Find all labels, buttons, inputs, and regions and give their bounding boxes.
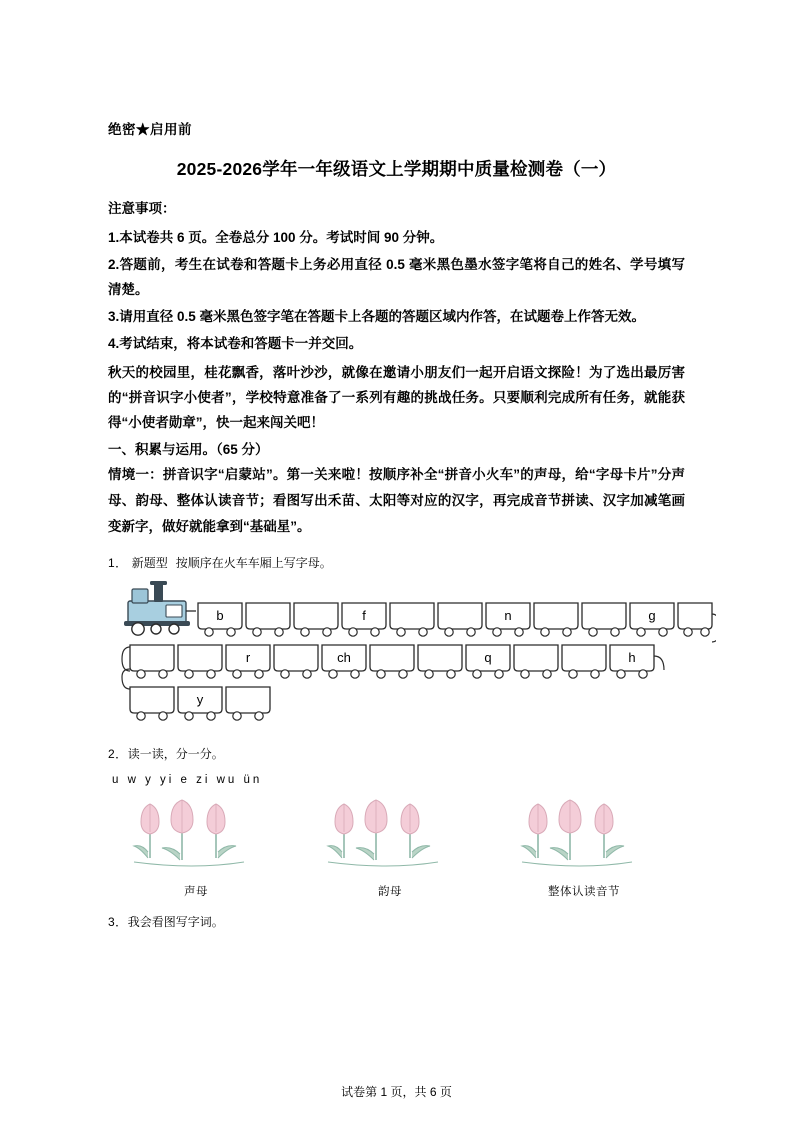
flower-groups [128,796,685,899]
question-number: 1． [108,556,128,570]
train-car [582,603,626,636]
notice-item: 1.本试卷共 6 页。全卷总分 100 分。考试时间 90 分钟。 [108,230,444,245]
question-text: 我会看图写字词。 [127,915,224,929]
train-car [294,603,338,636]
question-3-line [108,913,685,930]
flower-caption: 整体认读音节 [548,886,620,898]
tulip-trio-icon [128,796,264,874]
notice-item: 4.考试结束，将本试卷和答题卡一并交回。 [108,336,363,351]
question-2-line [108,745,685,762]
flower-caption: 韵母 [378,886,402,898]
svg-text:g: g [648,608,656,623]
question-text: 按顺序在火车车厢上写字母。 [175,556,332,570]
page-footer: 试卷第 1 页，共 6 页 [341,1085,452,1099]
tulip-trio-icon [322,796,458,874]
train-car [562,645,606,678]
train-car [630,603,674,636]
question-1-line [108,554,685,571]
tulip-trio-icon [516,796,652,874]
page-title: 2025-2026学年一年级语文上学期期中质量检测卷（一） [176,159,617,179]
train-illustration [116,581,685,731]
question-text: 读一读，分一分。 [127,747,224,761]
train-car [198,603,242,636]
train-car [370,645,414,678]
svg-text:r: r [245,650,251,665]
section-heading: 一、积累与运用。（65 分） [108,442,269,457]
notice-item: 3.请用直径 0.5 毫米黑色签字笔在答题卡上各题的答题区域内作答，在试题卷上作答无效。 [108,309,646,324]
flower-group [516,796,652,899]
situation-paragraph: 情境一：拼音识字“启蒙站”。第一关来啦！按顺序补全“拼音小火车”的声母，给“字母卡片”分声母、韵母、整体认读音节；看图写出禾苗、太阳等对应的汉字，再完成音节拼读、汉字加减笔画变新字，做好就能拿到“基础星”。 [108,467,685,534]
question-tag: 新题型 [131,556,168,570]
train-car [226,687,270,720]
flower-caption: 声母 [184,886,208,898]
train-engine-icon [124,581,196,635]
svg-text:f: f [362,608,366,623]
svg-text:h: h [628,650,636,665]
notice-item: 2.答题前，考生在试卷和答题卡上务必用直径 0.5 毫米黑色墨水签字笔将自己的姓名、学号填写清楚。 [108,257,685,297]
train-car [130,645,174,678]
svg-text:y: y [196,692,204,707]
question-number: 2． [108,747,128,761]
train-car [486,603,530,636]
notice-heading: 注意事项： [108,201,176,216]
train-car [438,603,482,636]
question-number: 3． [108,915,128,929]
train-car [342,603,386,636]
secret-label: 绝密★启用前 [108,122,192,137]
svg-text:ch: ch [337,650,351,665]
svg-text:n: n [504,608,512,623]
train-car [246,603,290,636]
train-car [322,645,366,678]
train-car [418,645,462,678]
train-car [274,645,318,678]
train-car [390,603,434,636]
pinyin-list: u w y yi e zi wu ün [112,774,263,786]
flower-group [128,796,264,899]
train-car [130,687,174,720]
svg-text:q: q [484,650,492,665]
train-car [226,645,270,678]
train-car [178,687,222,720]
train-car [178,645,222,678]
train-row-1 [198,603,716,642]
train-car [610,645,654,678]
svg-text:b: b [216,608,224,623]
train-car [678,603,712,636]
intro-paragraph: 秋天的校园里，桂花飘香，落叶沙沙，就像在邀请小朋友们一起开启语文探险！为了选出最厉害的“拼音识字小使者”，学校特意准备了一系列有趣的挑战任务。只要顺利完成所有任务，就能获得“小使者勋章”，快一起来闯关吧！ [108,365,685,430]
train-car [534,603,578,636]
flower-group [322,796,458,899]
train-car [466,645,510,678]
train-row-2 [122,645,664,678]
train-car [514,645,558,678]
